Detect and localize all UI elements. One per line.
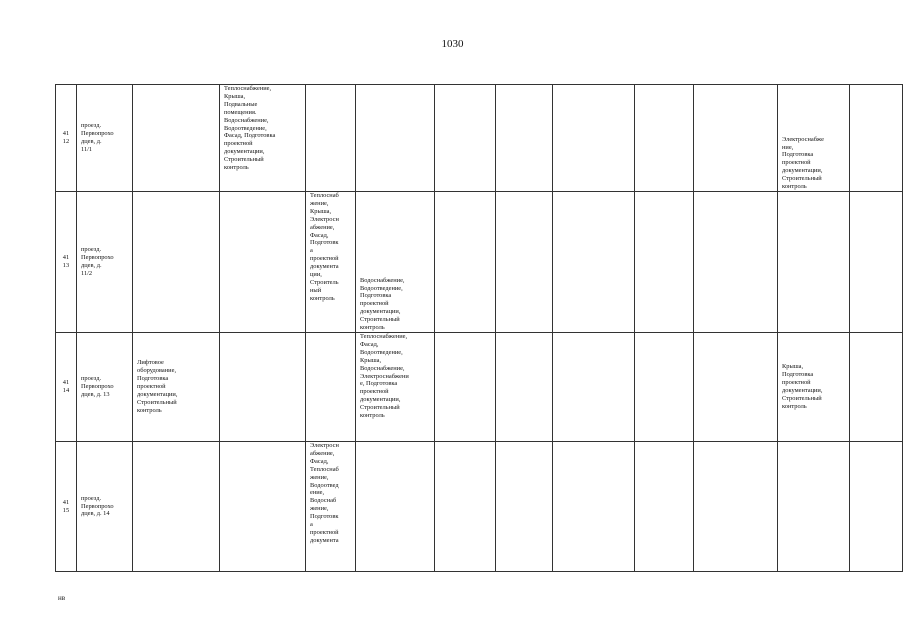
table-cell bbox=[356, 442, 435, 572]
table-row bbox=[56, 85, 903, 192]
table-cell bbox=[435, 333, 496, 442]
table-cell bbox=[694, 333, 778, 442]
table-cell bbox=[356, 85, 435, 192]
table-cell: Водоснабжение, Водоотведение, Подготовка проектной документации, Строительный контроль bbox=[356, 192, 435, 333]
table-cell bbox=[435, 192, 496, 333]
table-cell bbox=[850, 85, 903, 192]
table-cell bbox=[435, 442, 496, 572]
table-cell: Электроснабже ние, Подготовка проектной документации, Строительный контроль bbox=[778, 85, 850, 192]
table-cell bbox=[496, 85, 553, 192]
table-cell bbox=[220, 442, 306, 572]
table-cell bbox=[220, 333, 306, 442]
table-cell bbox=[635, 85, 694, 192]
row-number-cell: 41 12 bbox=[56, 85, 77, 192]
table-cell bbox=[306, 333, 356, 442]
table-cell bbox=[694, 442, 778, 572]
row-number-cell: 41 15 bbox=[56, 442, 77, 572]
table-cell bbox=[496, 192, 553, 333]
table-cell bbox=[553, 442, 635, 572]
address-cell: проезд. Первопрохо дцев, д. 11/2 bbox=[77, 192, 133, 333]
footer-mark: нв bbox=[58, 594, 66, 602]
table-cell: Теплоснабжение, Крыша, Подвальные помещения. Водоснабжение, Водоотведение, Фасад, Подготовка проектной документации, Строительный контроль bbox=[220, 85, 306, 192]
table-row bbox=[56, 442, 903, 572]
address-cell: проезд. Первопрохо дцев, д. 14 bbox=[77, 442, 133, 572]
table-cell bbox=[850, 192, 903, 333]
page-number: 1030 bbox=[441, 38, 464, 50]
row-number-cell: 41 14 bbox=[56, 333, 77, 442]
table-cell bbox=[635, 192, 694, 333]
table-cell bbox=[553, 192, 635, 333]
table-cell bbox=[850, 333, 903, 442]
table-cell bbox=[220, 192, 306, 333]
table-cell bbox=[635, 442, 694, 572]
address-cell: проезд. Первопрохо дцев, д. 13 bbox=[77, 333, 133, 442]
table-cell: Электросн абжение, Фасад, Теплоснаб жение, Водоотвед ение, Водоснаб жение, Подготовк а проектной документа bbox=[306, 442, 356, 572]
table-cell bbox=[635, 333, 694, 442]
table-cell: Теплоснаб жение, Крыша, Электросн абжение, Фасад, Подготовк а проектной документа ции, Строитель ный контроль bbox=[306, 192, 356, 333]
table-cell bbox=[435, 85, 496, 192]
address-cell: проезд. Первопрохо дцев, д. 11/1 bbox=[77, 85, 133, 192]
table-cell bbox=[133, 85, 220, 192]
table-cell bbox=[496, 333, 553, 442]
table-cell: Лифтовое оборудование, Подготовка проектной документации, Строительный контроль bbox=[133, 333, 220, 442]
table-cell bbox=[306, 85, 356, 192]
table-cell bbox=[778, 442, 850, 572]
table-cell bbox=[778, 192, 850, 333]
table-cell bbox=[694, 85, 778, 192]
table-cell bbox=[496, 442, 553, 572]
table-cell bbox=[694, 192, 778, 333]
table-cell bbox=[553, 333, 635, 442]
table-row bbox=[56, 192, 903, 333]
table-cell bbox=[553, 85, 635, 192]
table-cell bbox=[850, 442, 903, 572]
table-row bbox=[56, 333, 903, 442]
row-number-cell: 41 13 bbox=[56, 192, 77, 333]
table-cell: Теплоснабжение, Фасад, Водоотведение, Крыша, Водоснабжение, Электроснабжени е, Подготовка проектной документации, Строительный контроль bbox=[356, 333, 435, 442]
table-cell: Крыша, Подготовка проектной документации, Строительный контроль bbox=[778, 333, 850, 442]
table-cell bbox=[133, 192, 220, 333]
work-schedule-table bbox=[55, 84, 903, 572]
table-cell bbox=[133, 442, 220, 572]
